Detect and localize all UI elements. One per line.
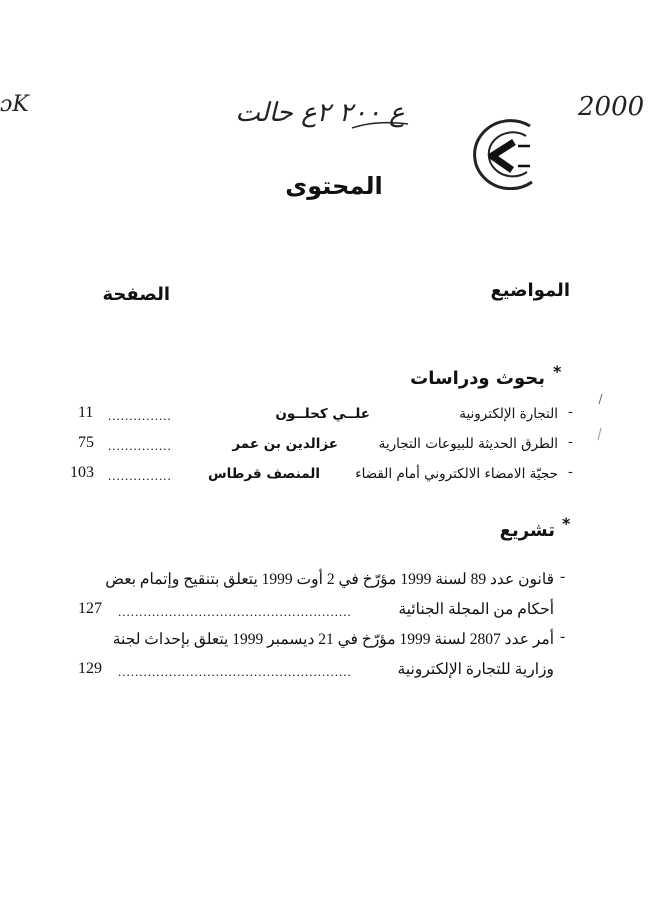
section-star-research: * <box>553 362 562 381</box>
column-header-topics: المواضيع <box>490 280 570 301</box>
item-author: علــي كحلــون <box>275 406 370 422</box>
scan-specks <box>594 392 606 444</box>
section-star-legislation: * <box>562 514 571 533</box>
item-title: حجيّة الامضاء الالكتروني أمام القضاء <box>355 466 558 482</box>
item-line-1: قانون عدد 89 لسنة 1999 مؤرّخ في 2 أوت 1999 يتعلق بتنقيح وإتمام بعض <box>105 571 554 588</box>
item-page-number: 75 <box>78 434 94 451</box>
item-dash: - <box>568 464 573 480</box>
handwritten-year: 2000 <box>578 92 645 122</box>
item-dash: - <box>568 434 573 450</box>
item-dash: - <box>560 628 566 645</box>
item-line-2: وزارية للتجارة الإلكترونية <box>397 661 554 678</box>
section-heading-research: بحوث ودراسات <box>410 368 545 389</box>
item-leader-dots: ....................................................... <box>118 604 352 619</box>
item-page-number: 11 <box>78 404 94 421</box>
item-leader-dots: ............... <box>108 408 172 423</box>
item-dash: - <box>568 404 573 420</box>
item-leader-dots: ....................................................... <box>118 664 352 679</box>
handwritten-left-mark: ɔK <box>0 92 29 117</box>
item-title: التجارة الإلكترونية <box>459 406 558 422</box>
section-heading-legislation: تشريع <box>499 520 555 541</box>
item-page-number: 127 <box>78 600 102 617</box>
item-author: عزالدين بن عمر <box>232 436 338 452</box>
item-dash: - <box>560 568 566 585</box>
page-title: المحتوى <box>285 172 383 200</box>
item-page-number: 129 <box>78 660 102 677</box>
logo-stamp <box>460 118 546 190</box>
item-line-2: أحكام من المجلة الجنائية <box>398 601 554 618</box>
item-leader-dots: ............... <box>108 468 172 483</box>
item-leader-dots: ............... <box>108 438 172 453</box>
item-title: الطرق الحديثة للبيوعات التجارية <box>378 436 558 452</box>
handwritten-underline <box>350 118 410 132</box>
item-author: المنصف قرطاس <box>208 466 320 482</box>
column-header-page: الصفحة <box>102 284 170 305</box>
item-page-number: 103 <box>70 464 94 481</box>
handwritten-note: ع ٢٠٠ ٢ع حالت <box>235 98 405 128</box>
item-line-1: أمر عدد 2807 لسنة 1999 مؤرّخ في 21 ديسمبر 1999 يتعلق بإحداث لجنة <box>112 631 554 648</box>
